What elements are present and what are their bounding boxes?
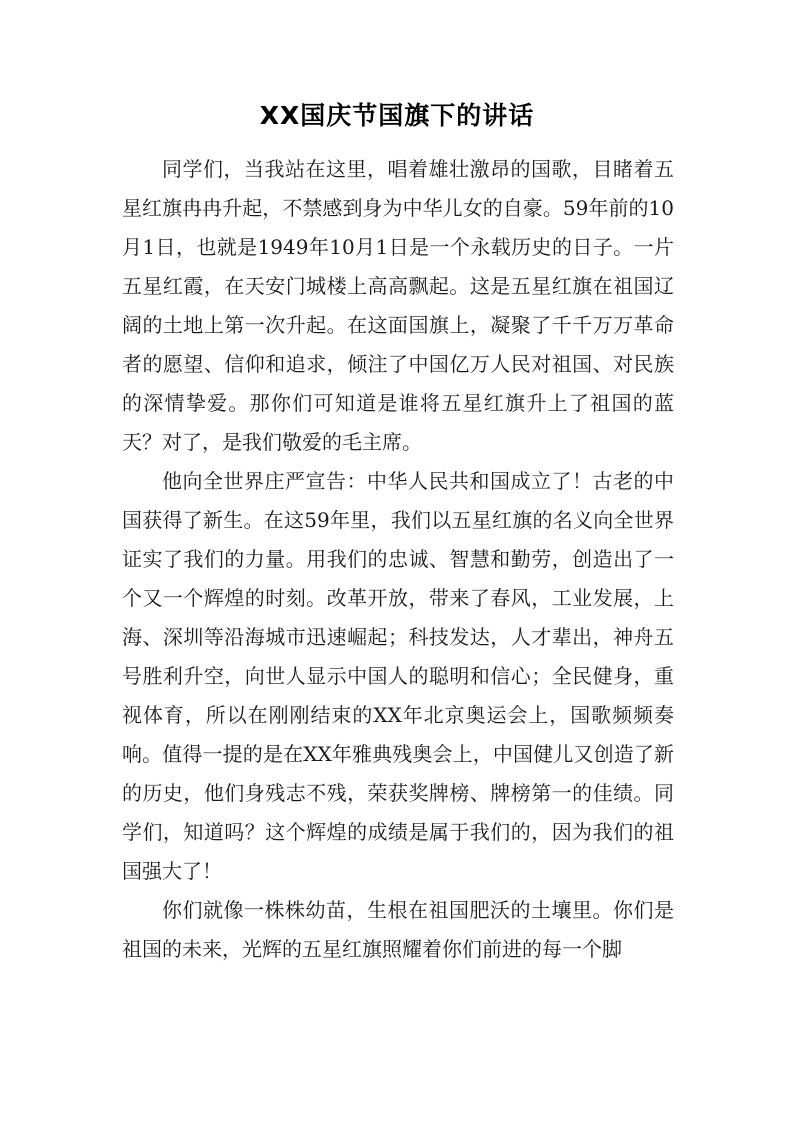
- paragraph-2: 他向全世界庄严宣告：中华人民共和国成立了！古老的中国获得了新生。在这59年里，我们以五星红旗的名义向全世界证实了我们的力量。用我们的忠诚、智慧和勤劳，创造出了一个又一个辉煌的时刻。改革开放，带来了春风，工业发展，上海、深圳等沿海城市迅速崛起；科技发达，人才辈出，神舟五号胜利升空，向世人显示中国人的聪明和信心；全民健身，重视体育，所以在刚刚结束的XX年北京奥运会上，国歌频频奏响。值得一提的是在XX年雅典残奥会上，中国健儿又创造了新的历史，他们身残志不残，荣获奖牌榜、牌榜第一的佳绩。同学们，知道吗？这个辉煌的成绩是属于我们的，因为我们的祖国强大了！: [122, 469, 674, 883]
- document-body: [122, 150, 674, 969]
- paragraph-3: 你们就像一株株幼苗，生根在祖国肥沃的土壤里。你们是祖国的未来，光辉的五星红旗照耀着你们前进的每一个脚: [122, 898, 674, 961]
- paragraph-1: 同学们，当我站在这里，唱着雄壮激昂的国歌，目睹着五星红旗冉冉升起，不禁感到身为中华儿女的自豪。59年前的10月1日，也就是1949年10月1日是一个永载历史的日子。一片五星红霞，在天安门城楼上高高飘起。这是五星红旗在祖国辽阔的土地上第一次升起。在这面国旗上，凝聚了千千万万革命者的愿望、信仰和追求，倾注了中国亿万人民对祖国、对民族的深情挚爱。那你们可知道是谁将五星红旗升上了祖国的蓝天？对了，是我们敬爱的毛主席。: [122, 157, 674, 454]
- document-title: XX国庆节国旗下的讲话: [259, 101, 535, 130]
